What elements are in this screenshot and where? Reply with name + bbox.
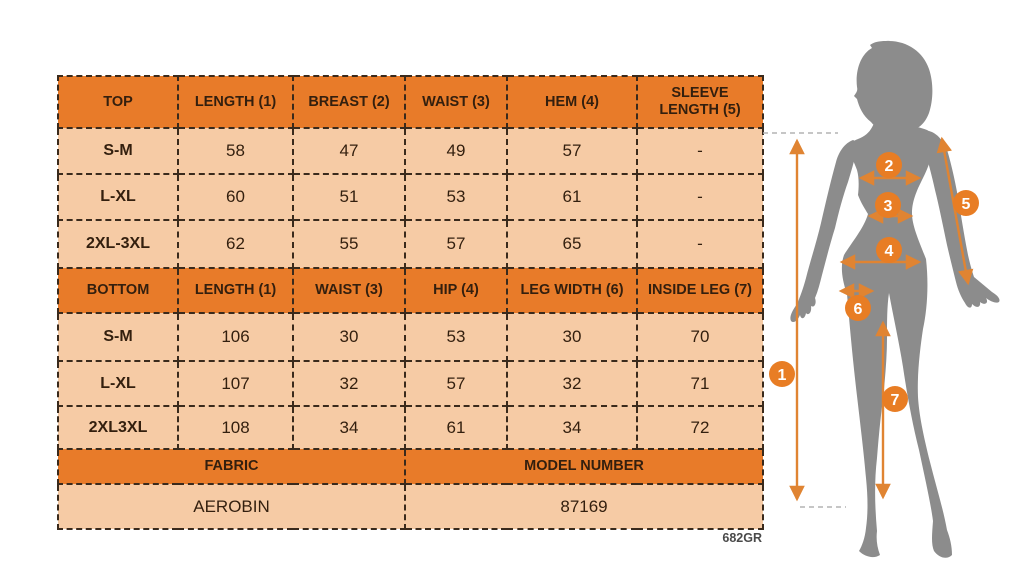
value-cell: 34: [293, 406, 405, 449]
value-cell: 62: [178, 220, 293, 268]
marker-5-icon: [953, 190, 979, 216]
footer-header-row: [58, 449, 763, 484]
size-label: L-XL: [58, 361, 178, 406]
table-row: [58, 174, 763, 220]
marker-4-icon: [876, 237, 902, 263]
col-header-breast: BREAST (2): [293, 76, 405, 128]
svg-text:4: 4: [884, 243, 894, 260]
value-cell: -: [637, 174, 763, 220]
value-cell: 107: [178, 361, 293, 406]
marker-1-icon: [769, 361, 795, 387]
col-header-leg-width: LEG WIDTH (6): [507, 268, 637, 313]
size-label: S-M: [58, 313, 178, 361]
value-cell: 106: [178, 313, 293, 361]
top-header-row: [58, 76, 763, 128]
value-cell: 70: [637, 313, 763, 361]
fabric-value: AEROBIN: [58, 484, 405, 529]
value-cell: 57: [507, 128, 637, 174]
value-cell: 51: [293, 174, 405, 220]
value-cell: 55: [293, 220, 405, 268]
svg-text:6: 6: [853, 301, 863, 318]
size-label: S-M: [58, 128, 178, 174]
value-cell: 47: [293, 128, 405, 174]
value-cell: 30: [293, 313, 405, 361]
marker-7-icon: [882, 386, 908, 412]
svg-text:5: 5: [961, 196, 971, 213]
value-cell: 53: [405, 313, 507, 361]
value-cell: 108: [178, 406, 293, 449]
value-cell: 65: [507, 220, 637, 268]
value-cell: 57: [405, 220, 507, 268]
product-code: 682GR: [722, 531, 762, 545]
marker-3-icon: [875, 192, 901, 218]
table-row: [58, 406, 763, 449]
col-header-waist: WAIST (3): [293, 268, 405, 313]
bottom-section-label: BOTTOM: [58, 268, 178, 313]
svg-text:1: 1: [777, 367, 787, 384]
marker-2-icon: [876, 152, 902, 178]
svg-text:2: 2: [884, 158, 894, 175]
value-cell: 61: [405, 406, 507, 449]
size-chart-table: [57, 75, 764, 530]
marker-6-icon: [845, 295, 871, 321]
value-cell: 49: [405, 128, 507, 174]
value-cell: 53: [405, 174, 507, 220]
col-header-waist: WAIST (3): [405, 76, 507, 128]
size-label: 2XL-3XL: [58, 220, 178, 268]
value-cell: -: [637, 220, 763, 268]
model-number-value: 87169: [405, 484, 763, 529]
table-row: [58, 128, 763, 174]
value-cell: 30: [507, 313, 637, 361]
table-row: [58, 361, 763, 406]
value-cell: 34: [507, 406, 637, 449]
svg-text:7: 7: [890, 392, 900, 409]
value-cell: 60: [178, 174, 293, 220]
value-cell: 58: [178, 128, 293, 174]
table-row: [58, 220, 763, 268]
value-cell: -: [637, 128, 763, 174]
col-header-length: LENGTH (1): [178, 268, 293, 313]
table-row: [58, 313, 763, 361]
model-number-label: MODEL NUMBER: [405, 449, 763, 484]
footer-value-row: [58, 484, 763, 529]
value-cell: 32: [507, 361, 637, 406]
top-section-label: TOP: [58, 76, 178, 128]
value-cell: 72: [637, 406, 763, 449]
value-cell: 32: [293, 361, 405, 406]
bottom-header-row: [58, 268, 763, 313]
col-header-inside-leg: INSIDE LEG (7): [637, 268, 763, 313]
value-cell: 57: [405, 361, 507, 406]
col-header-hip: HIP (4): [405, 268, 507, 313]
svg-text:3: 3: [883, 198, 893, 215]
size-label: L-XL: [58, 174, 178, 220]
size-label: 2XL3XL: [58, 406, 178, 449]
value-cell: 71: [637, 361, 763, 406]
value-cell: 61: [507, 174, 637, 220]
female-silhouette: [790, 41, 999, 558]
col-header-sleeve: SLEEVE LENGTH (5): [637, 76, 763, 128]
measurement-figure: [760, 20, 1024, 573]
col-header-length: LENGTH (1): [178, 76, 293, 128]
fabric-label: FABRIC: [58, 449, 405, 484]
col-header-hem: HEM (4): [507, 76, 637, 128]
